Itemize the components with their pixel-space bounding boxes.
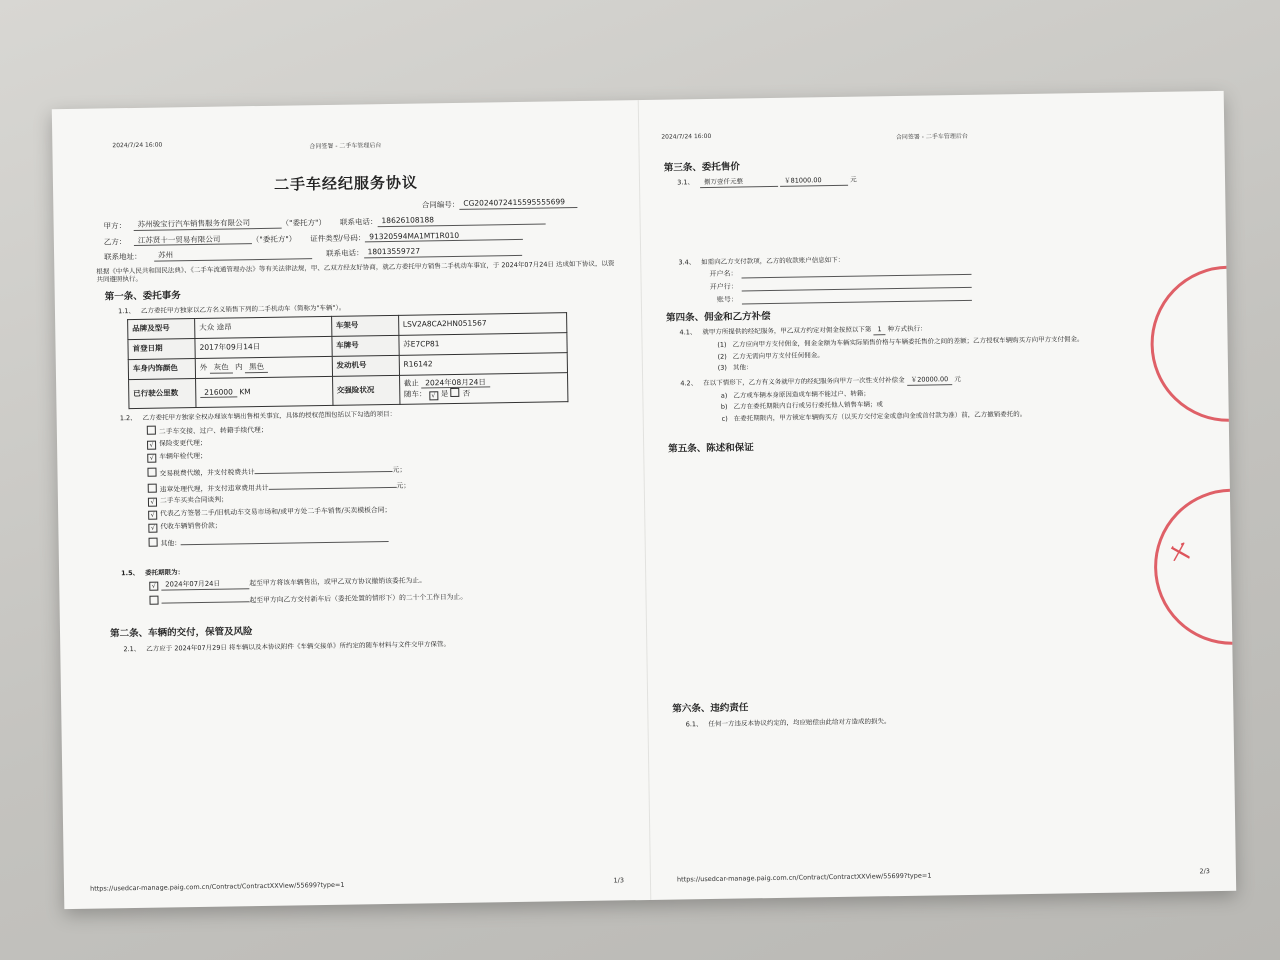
price-words: 捌万壹仟元整 — [700, 177, 778, 188]
option-text: 交易税费代缴，并支付税费共计 — [159, 467, 255, 478]
section-3-title: 第三条、委托售价 — [663, 161, 740, 174]
option-text: 违章处理代理，并支付违章费用共计 — [159, 483, 269, 494]
footer-url[interactable]: https://usedcar-manage.paig.com.cn/Contract/ContractXXView/55699?type=1 — [676, 871, 932, 884]
option-checkbox[interactable] — [147, 467, 156, 476]
insurance-cell — [399, 372, 568, 404]
option-checkbox[interactable] — [148, 483, 157, 492]
print-date: 2024/7/24 16:00 — [661, 132, 712, 141]
section-1-title: 第一条、委托事务 — [104, 290, 181, 303]
address-label: 联系地址： — [104, 252, 142, 262]
term-2-text: 起至甲方向乙方交付新车后（委托处置的情形下）的二十个工作日为止。 — [249, 592, 468, 604]
clause-3-1 — [700, 171, 1195, 189]
clause-2-1: 乙方应于 2024年07月29日 将车辆以及本协议附件《车辆交接单》所约定的随车材料与文件交甲方保管。 — [146, 639, 451, 653]
clause-4-2-c: 在委托期限内，甲方锁定车辆购买方（以买方交付定金或意向金或首付款为准）前，乙方撤销委托的。 — [733, 409, 1027, 423]
section-6-title: 第六条、违约责任 — [672, 702, 749, 715]
vehicle-info-table — [127, 312, 568, 410]
no-checkbox[interactable] — [451, 388, 460, 397]
interior-prefix: 内 — [235, 362, 243, 372]
yes-checkbox[interactable]: √ — [429, 392, 438, 401]
phone-label: 联系电话： — [339, 216, 378, 227]
page-1-content: 合同编号： CG2024072415595555699 甲方： 苏州骏宝行汽车销售服务有限公司 （"委托方"） 联系电话： 18626108188 乙方： 江苏贤十一贸易有限公司 （"委托方"） 证件类型/号码： 91320594MA1MT1R010 联系地址： 苏州 联系电话： 18013559727 根据《中华人民共和国民法典》、《二手车流通管理办法》等有关法律法规，甲、乙双方经友好协商，就乙方委托甲方销售二手机动车事宜，于 2024年07月24日 达成如下协议，以资共同遵照执行。 第一条、委托事务 1.1、 乙方委托甲方独家以乙方名义销售下列的二手机动车（简称为"车辆"）。 品牌及型号 大众 途昂 车架号 LSV2A8CA2HN051567 首登日期 2017年09月14日 车牌号 苏E7CP81 车身内饰颜色 外 灰色 内 黑色 发动机号 R16142 已行驶公里数 216000 KM 交强险状况 截止 2024年08月24日 随车： √ 是 否 1.2、 乙方委托甲方独家全权办理该车辆出售相关事宜，具体的授权范围包括以下勾选的项目： 二手车交接、过户、转籍手续代理； √ 保险变更代理； √ 车辆年检代理； 交易税费代缴，并支付税费共计 元； 违章处理代理，并支付违章费用共计 元； √ 二手车买卖合同谈判； √ 代表乙方签署二手/旧机动车交易市场和/或甲方处二手车销售/买卖模板合同； √ 代收车辆销售价款； 其他： 1.5、 委托期限为： √ 2024年07月24日 起至甲方将该车辆售出，或甲乙双方协议撤销该委托为止。 起至甲方向乙方交付新车后（委托处置的情形下）的二十个工作日为止。 第二条、车辆的交付，保管及风险 2.1、 乙方应于 2024年07月29日 将车辆以及本协议附件《车辆交接单》所约定的随车材料与文件交甲方保管。 — [103, 196, 624, 656]
account-name-label: 开户名： — [709, 269, 738, 278]
clause-1-1: 乙方委托甲方独家以乙方名义销售下列的二手机动车（简称为"车辆"）。 — [140, 303, 346, 316]
page-1-header — [52, 134, 638, 155]
commission-choice: 1 — [873, 326, 885, 336]
party-b-label: 乙方： — [103, 236, 127, 246]
option-checkbox[interactable]: √ — [148, 498, 157, 507]
option-text: 代表乙方签署二手/旧机动车交易市场和/或甲方处二手车销售/买卖模板合同； — [160, 506, 392, 518]
insurance-prefix: 截止 — [403, 378, 419, 388]
address: 苏州 — [154, 248, 312, 261]
option-text: 保险变更代理； — [158, 438, 207, 448]
option-checkbox[interactable]: √ — [148, 511, 157, 520]
brand-value: 大众 途昂 — [195, 316, 332, 338]
with-car-label: 随车： — [403, 389, 427, 400]
party-b-role: （"委托方"） — [251, 233, 297, 244]
header-title: 合同签署 - 二手车管理后台 — [309, 142, 382, 151]
page-2-header — [639, 125, 1224, 146]
account-no-field[interactable] — [742, 292, 972, 305]
clause-3-4: 如需向乙方支付款项，乙方的收款账户信息如下： — [701, 256, 845, 267]
mileage-cell — [196, 376, 333, 408]
party-a-label: 甲方： — [103, 220, 127, 231]
clause-4-1-text: 就甲方所提供的经纪服务，甲乙双方约定对佣金按照以下第 — [702, 325, 872, 337]
clause-4-2-text: 在以下情形下，乙方有义务就甲方的经纪服务向甲方一次性支付补偿金 — [703, 375, 905, 387]
option-checkbox[interactable] — [147, 426, 156, 435]
page-2-footer — [651, 867, 1236, 886]
party-b-phone: 18013559727 — [364, 245, 522, 258]
no-label: 否 — [462, 389, 471, 399]
seal-lettering: 十 — [1165, 537, 1199, 570]
option-checkbox[interactable] — [149, 538, 158, 547]
party-b-name: 江苏贤十一贸易有限公司 — [134, 234, 252, 247]
section-2-title: 第二条、车辆的交付，保管及风险 — [109, 626, 253, 640]
exterior-color: 灰色 — [210, 362, 233, 373]
clause-4-2-b: 乙方在委托期限内自行或另行委托他人销售车辆；或 — [733, 400, 884, 411]
party-b-cert: 91320594MA1MT1R010 — [365, 229, 523, 242]
option-text: 二手车交接、过户、转籍手续代理； — [158, 425, 268, 436]
other-field — [181, 532, 389, 545]
plate-label: 车牌号 — [332, 335, 399, 356]
account-bank-field[interactable] — [742, 279, 972, 292]
option-checkbox[interactable]: √ — [148, 524, 157, 533]
authorization-options — [107, 418, 623, 549]
term-1-date: 2024年07月24日 — [161, 579, 249, 590]
contract-sheet — [52, 91, 1236, 909]
contract-no: CG2024072415595555699 — [459, 197, 577, 210]
color-value — [195, 356, 332, 378]
clause-1-5-title: 委托期限为： — [145, 568, 185, 578]
interior-color: 黑色 — [245, 362, 268, 373]
account-no-label: 账号： — [716, 295, 738, 304]
clause-6-1: 任何一方违反本协议约定的，均应赔偿由此给对方造成的损失。 — [708, 716, 891, 728]
yes-label: 是 — [440, 389, 449, 399]
compensation-amount: ￥20000.00 — [907, 375, 953, 386]
term-2-checkbox[interactable] — [149, 595, 158, 604]
commission-option-3: 其他： — [732, 363, 753, 372]
yuan-unit: 元； — [396, 481, 411, 490]
page-2-content: 第三条、委托售价 3.1、 捌万壹仟元整 ￥81000.00 元 3.4、 如需向乙方支付款项，乙方的收款账户信息如下： 开户名： 开户行： 账号： 第四条、佣金和乙方补偿 4.1、 就甲方所提供的经纪服务，甲乙双方约定对佣金按照以下第 1 种方式执行： (1) 乙方应向甲方支付佣金，佣金金额为车辆实际销售价格与车辆委托售价之间的差额；乙方授权车辆购买方向甲方支付佣金。 (2) 乙方无需向甲方支付任何佣金。 (3) 其他： 4.2、 在以下情形下，乙方有义务就甲方的经纪服务向甲方一次性支付补偿金 ￥20000.00 元 a) 乙方或车辆本身原因造成车辆不能过户、转籍； b) 乙方在委托期限内自行或另行委托他人销售车辆；或 c) 在委托期限内，甲方锁定车辆购买方（以买方交付定金或意向金或首付款为准）前，乙方撤销委托的。 第五条、陈述和保证 第六条、违约责任 6.1、 任何一方违反本协议约定的，均应赔偿由此给对方造成的损失。 — [664, 147, 1204, 731]
page-1 — [52, 100, 650, 909]
account-bank-label: 开户行： — [709, 282, 738, 291]
option-text: 二手车买卖合同谈判； — [159, 495, 228, 505]
page-number: 1/3 — [613, 876, 625, 885]
exterior-prefix: 外 — [199, 362, 208, 372]
engine-value: R16142 — [399, 352, 568, 375]
term-2-date — [161, 592, 249, 603]
account-name-field[interactable] — [741, 266, 971, 279]
phone-label-b: 联系电话： — [326, 248, 364, 259]
clause-4-2-a: 乙方或车辆本身原因造成车辆不能过户、转籍； — [733, 389, 870, 400]
violation-amount — [268, 477, 396, 489]
reg-date-value: 2017年09月14日 — [195, 336, 332, 358]
option-checkbox[interactable]: √ — [147, 440, 156, 449]
term-1-checkbox[interactable]: √ — [149, 581, 158, 590]
tax-amount — [255, 462, 393, 474]
plate-value: 苏E7CP81 — [399, 332, 568, 355]
reg-date-label: 首登日期 — [128, 338, 195, 359]
price-unit: 元 — [850, 175, 857, 185]
engine-label: 发动机号 — [332, 355, 399, 376]
header-title: 合同签署 - 二手车管理后台 — [895, 132, 968, 141]
compensation-unit: 元 — [954, 374, 961, 383]
brand-label: 品牌及型号 — [128, 318, 195, 339]
option-text: 车辆年检代理； — [159, 451, 207, 461]
section-4-title: 第四条、佣金和乙方补偿 — [666, 311, 771, 324]
vin-label: 车架号 — [331, 315, 398, 336]
party-a-name: 苏州骏宝行汽车销售服务有限公司 — [134, 217, 282, 230]
page-2 — [638, 91, 1236, 900]
yuan-unit: 元； — [392, 465, 407, 474]
color-label: 车身内饰颜色 — [128, 358, 195, 379]
term-1-text: 起至甲方将该车辆售出，或甲乙双方协议撤销该委托为止。 — [249, 576, 427, 587]
insurance-label: 交强险状况 — [332, 375, 399, 406]
contract-title: 二手车经纪服务协议 — [273, 173, 419, 194]
commission-option-2: 乙方无需向甲方支付任何佣金。 — [732, 351, 824, 361]
party-a-phone: 18626108188 — [377, 213, 545, 226]
insurance-date: 2024年08月24日 — [421, 377, 490, 389]
commission-option-1: 乙方应向甲方支付佣金，佣金金额为车辆实际销售价格与车辆委托售价之间的差额；乙方授权车辆购买方向甲方支付佣金。 — [732, 335, 1084, 349]
vin-value: LSV2A8CA2HN051567 — [398, 312, 567, 335]
mileage-value: 216000 — [200, 387, 237, 398]
option-checkbox[interactable]: √ — [147, 453, 156, 462]
footer-url[interactable]: https://usedcar-manage.paig.com.cn/Contract/ContractXXView/55699?type=1 — [89, 880, 345, 893]
option-text: 其他： — [160, 539, 182, 548]
print-date: 2024/7/24 16:00 — [112, 141, 163, 150]
party-a-role: （"委托方"） — [281, 217, 327, 228]
intro-paragraph: 根据《中华人民共和国民法典》、《二手车流通管理办法》等有关法律法规，甲、乙双方经友好协商，就乙方委托甲方销售二手机动车事宜，于 2024年07月24日 达成如下协议，以资共同遵照执行。 — [96, 259, 615, 285]
option-text: 代收车辆销售价款； — [160, 521, 222, 531]
cert-label: 证件类型/号码： — [310, 232, 366, 243]
mileage-unit: KM — [239, 386, 251, 396]
clause-1-2: 乙方委托甲方独家全权办理该车辆出售相关事宜，具体的授权范围包括以下勾选的项目： — [142, 410, 397, 423]
mileage-label: 已行驶公里数 — [129, 378, 196, 409]
contract-no-label: 合同编号： — [421, 199, 460, 210]
section-5-title: 第五条、陈述和保证 — [668, 442, 754, 455]
page-1-footer — [64, 876, 650, 895]
clause-4-1-tail: 种方式执行： — [887, 324, 927, 334]
price-amount: ￥81000.00 — [780, 176, 848, 187]
page-number: 2/3 — [1199, 867, 1210, 876]
